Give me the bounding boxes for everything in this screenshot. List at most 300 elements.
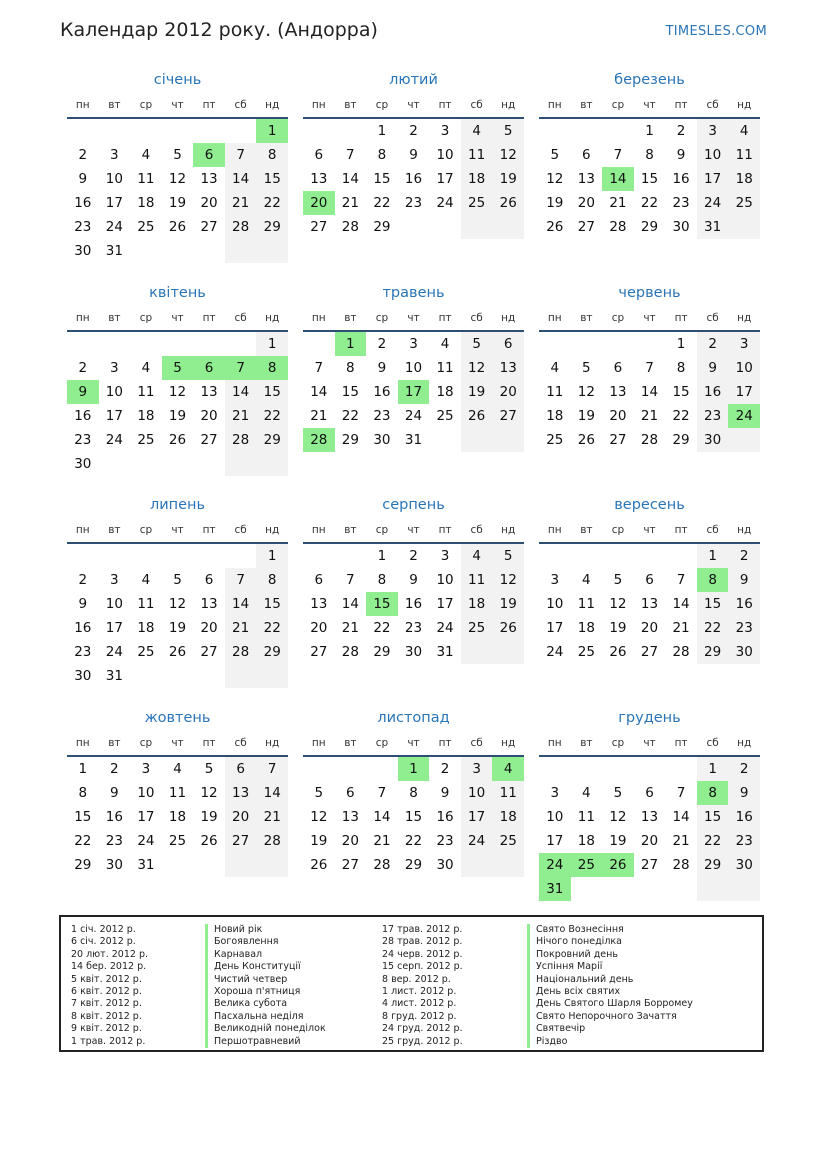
day-cell: 23 <box>74 219 92 235</box>
day-cell: 2 <box>409 548 418 564</box>
day-cell: 7 <box>676 572 686 588</box>
weekday-label: сб <box>234 736 247 749</box>
day-cell: 22 <box>256 404 288 428</box>
legend-holiday-name: Карнавал <box>205 949 262 962</box>
day-cell: 27 <box>310 644 328 660</box>
day-cell: 12 <box>546 171 564 187</box>
day-cell: 28 <box>640 431 659 448</box>
day-cell: 19 <box>168 620 187 636</box>
day-cell: 21 <box>373 832 391 849</box>
day-cell: 10 <box>461 781 493 805</box>
weekend-empty-cell <box>225 452 257 476</box>
day-cell: 11 <box>577 808 595 825</box>
day-cell: 13 <box>577 171 595 187</box>
day-cell: 1 <box>256 332 288 356</box>
day-cell: 3 <box>110 147 119 163</box>
day-cell: 19 <box>461 380 493 404</box>
day-cell: 18 <box>728 167 760 191</box>
day-cell: 14 <box>341 171 359 187</box>
day-cell: 27 <box>640 856 659 873</box>
month-name: вересень <box>614 497 685 513</box>
day-cell: 21 <box>225 191 257 215</box>
weekday-label: вт <box>108 524 121 536</box>
weekday-label: сб <box>706 736 719 749</box>
weekday-label: ср <box>139 524 153 536</box>
day-cell: 27 <box>310 219 328 235</box>
day-cell: 5 <box>613 784 623 801</box>
day-cell: 1 <box>697 757 729 781</box>
day-cell: 16 <box>728 592 760 616</box>
day-cell: 17 <box>105 620 123 636</box>
holiday-day-cell: 7 <box>225 356 257 380</box>
day-cell: 7 <box>314 359 324 376</box>
weekday-label: ср <box>611 99 625 111</box>
day-cell: 11 <box>577 596 595 612</box>
day-cell: 26 <box>168 644 187 660</box>
weekend-empty-cell <box>697 877 729 901</box>
day-cell: 14 <box>672 808 690 825</box>
weekday-label: сб <box>234 311 247 324</box>
day-cell: 22 <box>373 195 391 211</box>
weekday-label: чт <box>643 524 656 536</box>
weekday-label: вт <box>108 736 121 749</box>
day-cell: 13 <box>609 383 627 400</box>
day-cell: 2 <box>110 760 119 777</box>
day-cell: 1 <box>256 544 288 568</box>
day-cell: 10 <box>436 572 454 588</box>
day-cell: 1 <box>697 544 729 568</box>
day-cell: 13 <box>640 808 659 825</box>
day-cell: 24 <box>105 644 123 660</box>
legend-holiday-name: Успіння Марії <box>527 961 602 974</box>
weekday-label: пн <box>311 99 326 111</box>
day-cell: 23 <box>404 195 423 211</box>
day-cell: 24 <box>105 219 123 235</box>
day-cell: 28 <box>225 428 257 452</box>
legend-date: 6 квіт. 2012 р. <box>71 986 142 997</box>
day-cell: 30 <box>74 455 92 472</box>
day-cell: 19 <box>609 620 627 636</box>
day-cell: 12 <box>609 808 627 825</box>
weekday-label: пт <box>438 736 452 749</box>
day-cell: 27 <box>577 219 595 235</box>
day-cell: 16 <box>105 808 123 825</box>
day-cell: 20 <box>200 620 218 636</box>
day-cell: 5 <box>204 760 214 777</box>
legend-holiday-name: День всіх святих <box>527 986 620 999</box>
day-cell: 8 <box>377 572 387 588</box>
month-5 <box>303 285 524 495</box>
day-cell: 6 <box>346 784 355 801</box>
day-cell: 18 <box>577 620 595 636</box>
day-cell: 18 <box>461 592 493 616</box>
weekend-empty-cell <box>225 239 257 263</box>
month-name: жовтень <box>144 709 211 726</box>
day-cell: 16 <box>404 596 423 612</box>
month-name: лютий <box>389 72 438 88</box>
day-cell: 2 <box>78 359 88 376</box>
day-cell: 20 <box>341 832 359 849</box>
page-title: Календар 2012 року. (Андорра) <box>60 19 378 41</box>
day-cell: 18 <box>168 808 187 825</box>
weekday-label: вт <box>344 311 357 324</box>
day-cell: 23 <box>74 431 92 448</box>
legend-date: 15 серп. 2012 р. <box>382 961 463 973</box>
day-cell: 18 <box>461 167 493 191</box>
day-cell: 29 <box>341 431 359 448</box>
day-cell: 23 <box>74 644 92 660</box>
day-cell: 12 <box>461 356 493 380</box>
month-name: квітень <box>149 284 206 301</box>
month-name: листопад <box>377 709 450 726</box>
day-cell: 28 <box>225 640 257 664</box>
legend-date: 28 трав. 2012 р. <box>382 936 463 948</box>
day-cell: 17 <box>105 407 123 424</box>
legend-holiday-name: Пасхальна неділя <box>205 1011 303 1024</box>
day-cell: 19 <box>577 407 595 424</box>
day-cell: 24 <box>436 195 454 211</box>
day-cell: 20 <box>200 195 218 211</box>
site-link[interactable]: TIMESLES.COM <box>665 24 767 39</box>
day-cell: 12 <box>609 596 627 612</box>
day-cell: 6 <box>645 572 654 588</box>
day-cell: 18 <box>546 407 564 424</box>
day-cell: 1 <box>645 123 654 139</box>
day-cell: 7 <box>346 147 355 163</box>
day-cell: 19 <box>492 167 524 191</box>
day-cell: 15 <box>640 171 659 187</box>
day-cell: 30 <box>697 428 729 452</box>
weekday-label: пн <box>547 311 562 324</box>
day-cell: 3 <box>141 760 151 777</box>
day-cell: 9 <box>440 784 450 801</box>
day-cell: 14 <box>341 596 359 612</box>
day-cell: 6 <box>314 147 324 163</box>
day-cell: 15 <box>672 383 690 400</box>
weekday-label: вт <box>580 736 593 749</box>
day-cell: 8 <box>645 147 654 163</box>
day-cell: 25 <box>728 191 760 215</box>
day-cell: 24 <box>404 407 423 424</box>
day-cell: 10 <box>105 596 123 612</box>
day-cell: 13 <box>341 808 359 825</box>
month-divider <box>67 117 288 119</box>
holiday-day-cell: 1 <box>398 757 430 781</box>
day-cell: 29 <box>697 853 729 877</box>
day-cell: 22 <box>697 616 729 640</box>
day-cell: 15 <box>74 808 92 825</box>
day-cell: 7 <box>645 359 654 376</box>
weekday-label: ср <box>611 524 625 536</box>
holiday-day-cell: 8 <box>697 568 729 592</box>
day-cell: 31 <box>105 668 123 684</box>
day-cell: 31 <box>436 644 454 660</box>
month-divider <box>67 330 288 332</box>
day-cell: 25 <box>137 431 155 448</box>
day-cell: 2 <box>697 332 729 356</box>
day-cell: 18 <box>137 195 155 211</box>
day-cell: 10 <box>105 383 123 400</box>
legend-holiday-name: Богоявлення <box>205 936 279 949</box>
legend-holiday-name: Чистий четвер <box>205 974 287 987</box>
holiday-day-cell: 14 <box>602 167 634 191</box>
day-cell: 15 <box>373 171 391 187</box>
day-cell: 23 <box>728 616 760 640</box>
weekday-label: ср <box>139 311 153 324</box>
day-cell: 26 <box>492 191 524 215</box>
day-cell: 13 <box>225 781 257 805</box>
legend-date: 24 черв. 2012 р. <box>382 948 463 960</box>
weekend-empty-cell <box>492 853 524 877</box>
day-cell: 21 <box>640 407 659 424</box>
day-cell: 18 <box>492 805 524 829</box>
day-cell: 7 <box>225 568 257 592</box>
weekday-label: вт <box>108 311 121 324</box>
day-cell: 9 <box>697 356 729 380</box>
day-cell: 4 <box>141 359 151 376</box>
day-cell: 1 <box>676 335 686 352</box>
day-cell: 15 <box>404 808 423 825</box>
day-cell: 20 <box>609 407 627 424</box>
day-cell: 26 <box>461 404 493 428</box>
day-cell: 9 <box>110 784 119 801</box>
day-cell: 13 <box>310 596 328 612</box>
holiday-day-cell: 26 <box>602 853 634 877</box>
day-cell: 9 <box>728 568 760 592</box>
weekday-label: нд <box>265 524 280 536</box>
weekday-label: ср <box>375 99 389 111</box>
day-cell: 19 <box>492 592 524 616</box>
calendar-grid <box>67 72 760 912</box>
day-cell: 10 <box>546 596 564 612</box>
day-cell: 4 <box>461 119 493 143</box>
legend-date: 6 січ. 2012 р. <box>71 936 136 948</box>
day-cell: 8 <box>676 359 686 376</box>
holiday-day-cell: 8 <box>256 356 288 380</box>
weekday-label: вт <box>344 736 357 749</box>
day-cell: 8 <box>346 359 355 376</box>
day-cell: 19 <box>168 195 187 211</box>
weekday-label: нд <box>737 736 752 749</box>
legend-holiday-name: Святвечір <box>527 1023 585 1036</box>
day-cell: 19 <box>546 195 564 211</box>
day-cell: 2 <box>440 760 450 777</box>
day-cell: 17 <box>105 195 123 211</box>
weekday-label: пт <box>202 736 216 749</box>
day-cell: 30 <box>373 431 391 448</box>
weekend-empty-cell <box>256 239 288 263</box>
day-cell: 4 <box>440 335 450 352</box>
day-cell: 17 <box>137 808 155 825</box>
day-cell: 2 <box>728 544 760 568</box>
legend-holiday-name: Великодній понеділок <box>205 1023 326 1036</box>
day-cell: 11 <box>137 596 155 612</box>
day-cell: 17 <box>436 171 454 187</box>
day-cell: 12 <box>168 596 187 612</box>
weekday-label: пт <box>674 524 688 536</box>
day-cell: 27 <box>200 431 218 448</box>
legend-holiday-name: Новий рік <box>205 924 262 937</box>
day-cell: 23 <box>728 829 760 853</box>
day-cell: 8 <box>78 784 88 801</box>
weekday-label: сб <box>234 99 247 111</box>
holiday-day-cell: 4 <box>492 757 524 781</box>
day-cell: 24 <box>546 644 564 660</box>
weekend-empty-cell <box>728 877 760 901</box>
day-cell: 30 <box>74 243 92 259</box>
day-cell: 18 <box>137 620 155 636</box>
day-cell: 25 <box>461 191 493 215</box>
day-cell: 14 <box>225 380 257 404</box>
day-cell: 4 <box>461 544 493 568</box>
weekend-empty-cell <box>461 640 493 664</box>
legend-date: 8 квіт. 2012 р. <box>71 1010 142 1022</box>
day-cell: 26 <box>168 431 187 448</box>
weekday-label: сб <box>470 311 483 324</box>
legend-date: 8 вер. 2012 р. <box>382 973 451 985</box>
day-cell: 21 <box>256 805 288 829</box>
legend-date: 24 груд. 2012 р. <box>382 1023 463 1035</box>
day-cell: 2 <box>377 335 387 352</box>
day-cell: 13 <box>200 596 218 612</box>
day-cell: 6 <box>314 572 324 588</box>
holiday-day-cell: 17 <box>398 380 430 404</box>
day-cell: 26 <box>310 856 328 873</box>
day-cell: 28 <box>256 829 288 853</box>
day-cell: 13 <box>492 356 524 380</box>
day-cell: 25 <box>137 644 155 660</box>
legend-holiday-name: Свято Непорочного Зачаття <box>527 1011 677 1024</box>
month-12 <box>539 710 760 920</box>
month-3 <box>539 72 760 282</box>
day-cell: 7 <box>346 572 355 588</box>
day-cell: 3 <box>409 335 418 352</box>
month-name: грудень <box>618 709 681 726</box>
month-name: липень <box>149 497 206 513</box>
day-cell: 11 <box>728 143 760 167</box>
day-cell: 31 <box>105 243 123 259</box>
day-cell: 3 <box>550 784 560 801</box>
day-cell: 27 <box>200 644 218 660</box>
day-cell: 5 <box>492 544 524 568</box>
weekday-label: нд <box>737 524 752 536</box>
day-cell: 14 <box>373 808 391 825</box>
weekday-label: чт <box>407 524 420 536</box>
day-cell: 18 <box>436 383 454 400</box>
weekday-label: вт <box>344 524 357 536</box>
day-cell: 10 <box>546 808 564 825</box>
day-cell: 2 <box>409 123 418 139</box>
weekday-label: нд <box>501 736 516 749</box>
weekday-label: нд <box>501 99 516 111</box>
weekday-label: нд <box>501 311 516 324</box>
day-cell: 17 <box>436 596 454 612</box>
day-cell: 8 <box>377 147 387 163</box>
weekend-empty-cell <box>256 452 288 476</box>
holiday-day-cell: 24 <box>539 853 571 877</box>
weekday-label: чт <box>407 736 420 749</box>
day-cell: 3 <box>461 757 493 781</box>
weekday-label: сб <box>234 524 247 536</box>
weekday-label: вт <box>108 99 121 111</box>
day-cell: 30 <box>105 856 123 873</box>
day-cell: 3 <box>440 548 450 564</box>
legend-holiday-name: Нічого понеділка <box>527 936 622 949</box>
day-cell: 17 <box>461 805 493 829</box>
holiday-day-cell: 6 <box>193 356 225 380</box>
holiday-day-cell: 28 <box>303 428 335 452</box>
day-cell: 8 <box>409 784 418 801</box>
day-cell: 5 <box>492 119 524 143</box>
day-cell: 30 <box>728 853 760 877</box>
day-cell: 14 <box>640 383 659 400</box>
weekday-label: чт <box>171 736 184 749</box>
weekday-label: пт <box>202 524 216 536</box>
weekday-label: нд <box>265 99 280 111</box>
day-cell: 9 <box>676 147 686 163</box>
day-cell: 19 <box>168 407 187 424</box>
day-cell: 30 <box>672 219 690 235</box>
day-cell: 9 <box>728 781 760 805</box>
day-cell: 22 <box>74 832 92 849</box>
day-cell: 28 <box>672 856 690 873</box>
legend-date: 1 лист. 2012 р. <box>382 986 457 997</box>
day-cell: 14 <box>672 596 690 612</box>
day-cell: 11 <box>461 568 493 592</box>
day-cell: 29 <box>74 856 92 873</box>
day-cell: 23 <box>105 832 123 849</box>
day-cell: 26 <box>492 616 524 640</box>
weekday-label: сб <box>470 736 483 749</box>
day-cell: 3 <box>697 119 729 143</box>
weekday-label: нд <box>737 99 752 111</box>
day-cell: 17 <box>546 832 564 849</box>
holiday-legend <box>59 915 764 1052</box>
day-cell: 9 <box>78 596 88 612</box>
day-cell: 22 <box>341 407 359 424</box>
day-cell: 5 <box>613 572 623 588</box>
weekday-label: сб <box>706 99 719 111</box>
day-cell: 2 <box>78 572 88 588</box>
day-cell: 29 <box>256 640 288 664</box>
day-cell: 27 <box>200 219 218 235</box>
day-cell: 30 <box>728 640 760 664</box>
day-cell: 26 <box>609 644 627 660</box>
weekday-label: пт <box>202 311 216 324</box>
weekday-label: ср <box>375 524 389 536</box>
day-cell: 16 <box>436 808 454 825</box>
day-cell: 26 <box>577 431 595 448</box>
holiday-day-cell: 5 <box>162 356 194 380</box>
weekday-label: чт <box>643 736 656 749</box>
day-cell: 6 <box>225 757 257 781</box>
weekday-label: пн <box>75 311 90 324</box>
day-cell: 15 <box>256 592 288 616</box>
weekday-label: нд <box>265 736 280 749</box>
day-cell: 12 <box>492 568 524 592</box>
day-cell: 11 <box>546 383 564 400</box>
day-cell: 24 <box>137 832 155 849</box>
weekday-label: пн <box>547 736 562 749</box>
day-cell: 20 <box>225 805 257 829</box>
day-cell: 29 <box>373 219 391 235</box>
weekend-empty-cell <box>492 428 524 452</box>
day-cell: 13 <box>200 383 218 400</box>
month-name: березень <box>614 72 685 88</box>
month-name: січень <box>153 72 202 88</box>
day-cell: 25 <box>577 644 595 660</box>
day-cell: 11 <box>137 171 155 187</box>
